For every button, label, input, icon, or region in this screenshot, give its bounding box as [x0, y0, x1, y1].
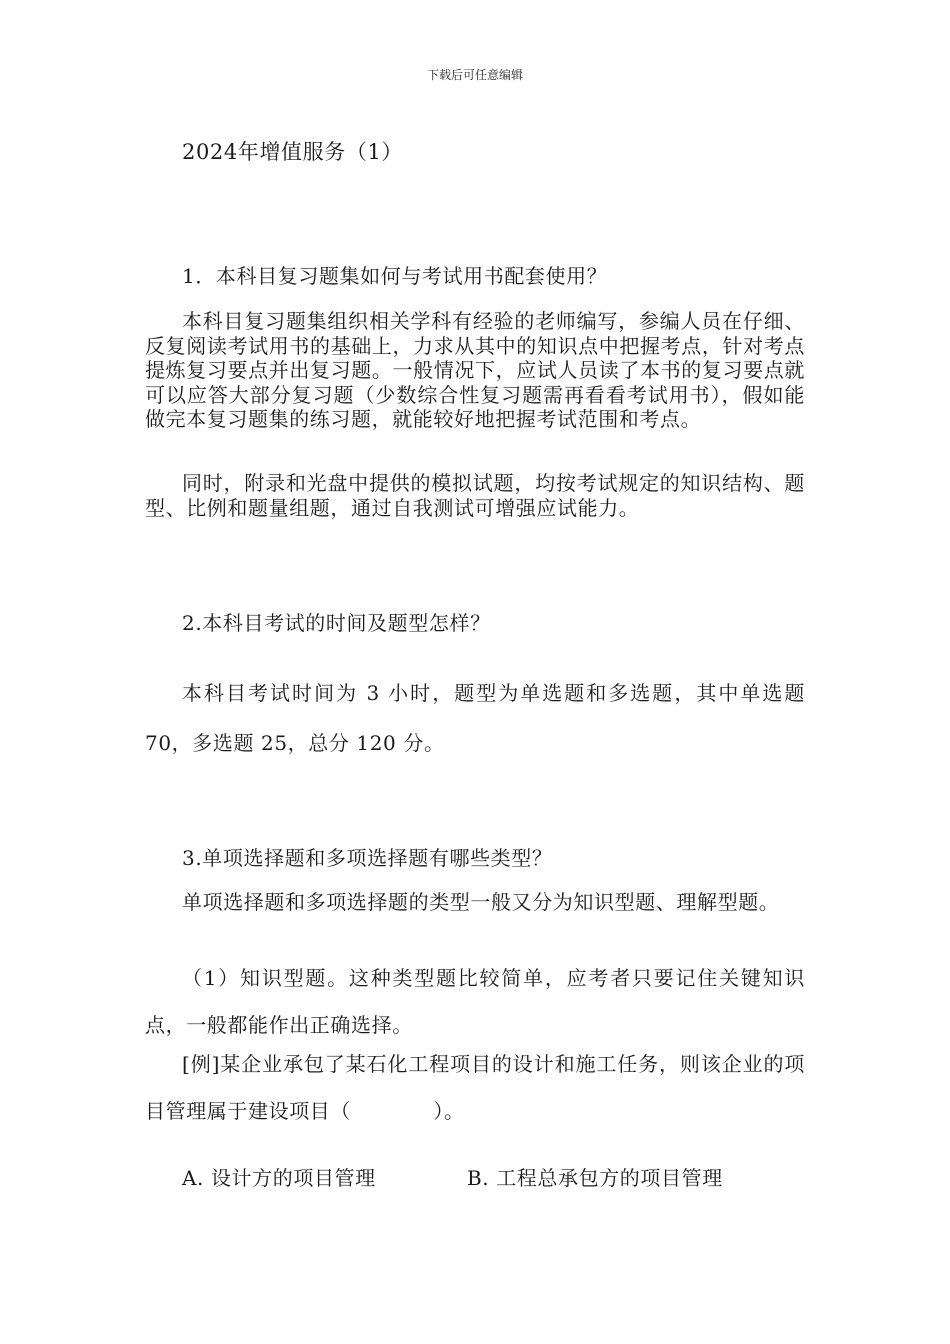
document-title: 2024年增值服务（1） [182, 140, 404, 164]
example-question: [例]某企业承包了某石化工程项目的设计和施工任务，则该企业的项目管理属于建设项目（ ）。 [145, 1052, 805, 1123]
answer-1-paragraph-1: 本科目复习题集组织相关学科有经验的老师编写，参编人员在仔细、反复阅读考试用书的基础上，力求从其中的知识点中把握考点，针对考点提炼复习要点并出复习题。一般情况下，应试人员读了本书的复习要点就可以应答大部分复习题（少数综合性复习题需再看看考试用书），假如能做完本复习题集的练习题，就能较好地把握考试范围和考点。 [145, 309, 805, 432]
question-3: 3.单项选择题和多项选择题有哪些类型？ [182, 846, 553, 870]
answer-3-paragraph-1: 单项选择题和多项选择题的类型一般又分为知识型题、理解型题。 [182, 890, 780, 914]
header-note: 下载后可任意编辑 [426, 68, 523, 82]
question-1: 1．本科目复习题集如何与考试用书配套使用？ [182, 264, 608, 288]
question-2: 2.本科目考试的时间及题型怎样？ [182, 611, 491, 635]
answer-1-paragraph-2: 同时，附录和光盘中提供的模拟试题，均按考试规定的知识结构、题型、比例和题量组题，通过自我测试可增强应试能力。 [145, 471, 805, 520]
option-a: A. 设计方的项目管理 [182, 1166, 376, 1190]
option-b: B. 工程总承包方的项目管理 [467, 1166, 723, 1190]
answer-2-paragraph-1: 本科目考试时间为 3 小时，题型为单选题和多选题，其中单选题 70，多选题 25，总分 120 分。 [145, 681, 805, 755]
answer-3-paragraph-2: （1）知识型题。这种类型题比较简单，应考者只要记住关键知识点，一般都能作出正确选择。 [145, 966, 805, 1037]
